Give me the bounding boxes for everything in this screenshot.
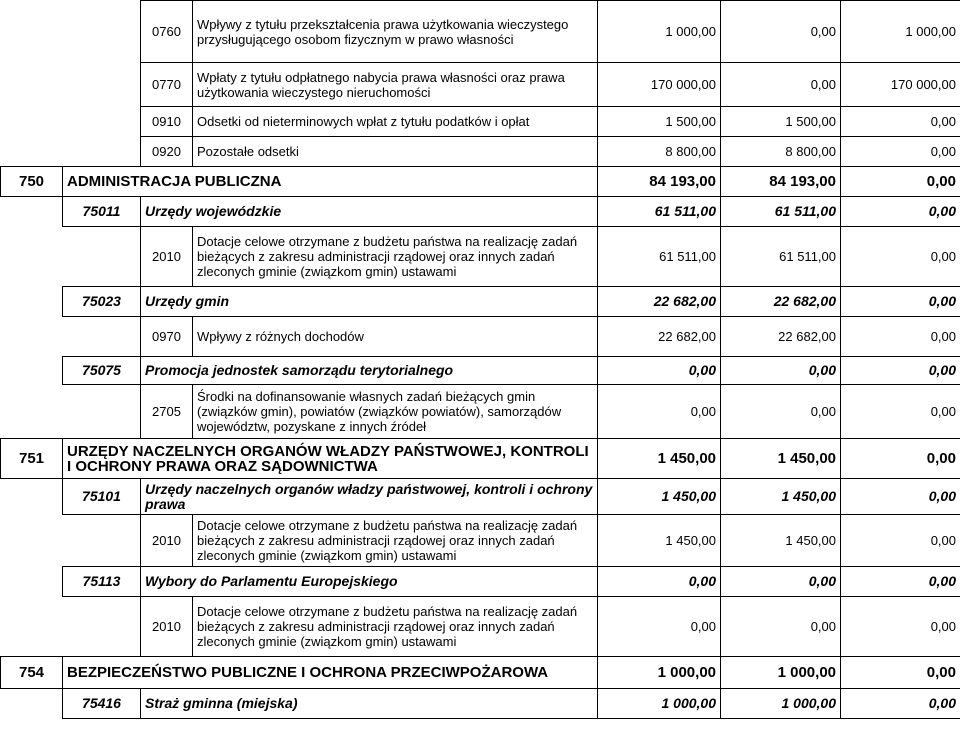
item-name: Dotacje celowe otrzymane z budżetu państwa na realizację zadań bieżących z zakresu administracji rządowej oraz innych zadań zleconych gminie (związkom gmin) ustawami — [193, 227, 598, 287]
plan-value: 1 500,00 — [598, 107, 721, 137]
plan-value: 61 511,00 — [598, 227, 721, 287]
item-name: Dotacje celowe otrzymane z budżetu państwa na realizację zadań bieżących z zakresu administracji rządowej oraz innych zadań zleconych gminie (związkom gmin) ustawami — [193, 597, 598, 657]
table-row — [1, 107, 960, 137]
table-row — [1, 357, 960, 385]
change-value: 1 000,00 — [721, 689, 841, 719]
after-change-value: 0,00 — [841, 227, 960, 287]
after-change-value: 0,00 — [841, 137, 960, 167]
plan-value: 1 450,00 — [598, 439, 721, 479]
dzial-cell — [1, 515, 63, 567]
after-change-value: 170 000,00 — [841, 63, 960, 107]
item-name: Wpłaty z tytułu odpłatnego nabycia prawa własności oraz prawa użytkowania wieczystego nieruchomości — [193, 63, 598, 107]
item-name: Odsetki od nieterminowych wpłat z tytułu podatków i opłat — [193, 107, 598, 137]
table-row — [1, 287, 960, 317]
plan-value: 1 450,00 — [598, 515, 721, 567]
rozdzial-name: Urzędy gmin — [141, 287, 598, 317]
plan-value: 1 000,00 — [598, 1, 721, 63]
rozdzial-code: 75075 — [63, 357, 141, 385]
plan-value: 1 000,00 — [598, 657, 721, 689]
rozdzial-name: Promocja jednostek samorządu terytorialnego — [141, 357, 598, 385]
after-change-value: 0,00 — [841, 317, 960, 357]
table-row — [1, 515, 960, 567]
rozdzial-cell — [63, 107, 141, 137]
dzial-cell — [1, 385, 63, 439]
after-change-value: 0,00 — [841, 567, 960, 597]
table-row — [1, 689, 960, 719]
rozdzial-cell — [63, 317, 141, 357]
plan-value: 0,00 — [598, 385, 721, 439]
after-change-value: 0,00 — [841, 439, 960, 479]
after-change-value: 0,00 — [841, 597, 960, 657]
plan-value: 22 682,00 — [598, 317, 721, 357]
table-row — [1, 479, 960, 515]
item-name: Pozostałe odsetki — [193, 137, 598, 167]
rozdzial-cell — [63, 515, 141, 567]
rozdzial-code: 75101 — [63, 479, 141, 515]
plan-value: 0,00 — [598, 597, 721, 657]
dzial-cell — [1, 63, 63, 107]
plan-value: 1 450,00 — [598, 479, 721, 515]
paragraf-code: 0920 — [141, 137, 193, 167]
change-value: 1 450,00 — [721, 479, 841, 515]
dzial-code: 750 — [1, 167, 63, 197]
table-row — [1, 317, 960, 357]
change-value: 0,00 — [721, 1, 841, 63]
paragraf-code: 2010 — [141, 597, 193, 657]
dzial-name: BEZPIECZEŃSTWO PUBLICZNE I OCHRONA PRZECIWPOŻAROWA — [63, 657, 598, 689]
table-row — [1, 657, 960, 689]
item-name: Środki na dofinansowanie własnych zadań bieżących gmin (związków gmin), powiatów (związków powiatów), samorządów województw, pozyskane z innych źródeł — [193, 385, 598, 439]
item-name: Dotacje celowe otrzymane z budżetu państwa na realizację zadań bieżących z zakresu administracji rządowej oraz innych zadań zleconych gminie (związkom gmin) ustawami — [193, 515, 598, 567]
dzial-cell — [1, 227, 63, 287]
after-change-value: 0,00 — [841, 357, 960, 385]
dzial-cell — [1, 137, 63, 167]
rozdzial-name: Urzędy wojewódzkie — [141, 197, 598, 227]
rozdzial-cell — [63, 1, 141, 63]
dzial-code: 754 — [1, 657, 63, 689]
table-row — [1, 1, 960, 63]
rozdzial-name: Urzędy naczelnych organów władzy państwowej, kontroli i ochrony prawa — [141, 479, 598, 515]
plan-value: 8 800,00 — [598, 137, 721, 167]
plan-value: 22 682,00 — [598, 287, 721, 317]
after-change-value: 0,00 — [841, 167, 960, 197]
dzial-cell — [1, 197, 63, 227]
rozdzial-cell — [63, 227, 141, 287]
table-row — [1, 167, 960, 197]
rozdzial-cell — [63, 597, 141, 657]
after-change-value: 0,00 — [841, 197, 960, 227]
change-value: 8 800,00 — [721, 137, 841, 167]
rozdzial-name: Straż gminna (miejska) — [141, 689, 598, 719]
plan-value: 170 000,00 — [598, 63, 721, 107]
paragraf-code: 2010 — [141, 515, 193, 567]
item-name: Wpływy z różnych dochodów — [193, 317, 598, 357]
rozdzial-cell — [63, 385, 141, 439]
table-row — [1, 63, 960, 107]
rozdzial-code: 75011 — [63, 197, 141, 227]
after-change-value: 0,00 — [841, 689, 960, 719]
change-value: 1 450,00 — [721, 439, 841, 479]
after-change-value: 0,00 — [841, 385, 960, 439]
change-value: 0,00 — [721, 567, 841, 597]
after-change-value: 0,00 — [841, 287, 960, 317]
rozdzial-cell — [63, 63, 141, 107]
table-row — [1, 567, 960, 597]
table-row — [1, 227, 960, 287]
paragraf-code: 0910 — [141, 107, 193, 137]
after-change-value: 1 000,00 — [841, 1, 960, 63]
dzial-cell — [1, 317, 63, 357]
item-name: Wpływy z tytułu przekształcenia prawa użytkowania wieczystego przysługującego osobom fizycznym w prawo własności — [193, 1, 598, 63]
plan-value: 61 511,00 — [598, 197, 721, 227]
plan-value: 0,00 — [598, 567, 721, 597]
plan-value: 1 000,00 — [598, 689, 721, 719]
change-value: 1 500,00 — [721, 107, 841, 137]
dzial-cell — [1, 357, 63, 385]
dzial-cell — [1, 567, 63, 597]
table-row — [1, 137, 960, 167]
change-value: 61 511,00 — [721, 227, 841, 287]
after-change-value: 0,00 — [841, 515, 960, 567]
change-value: 0,00 — [721, 63, 841, 107]
dzial-cell — [1, 689, 63, 719]
rozdzial-name: Wybory do Parlamentu Europejskiego — [141, 567, 598, 597]
dzial-cell — [1, 1, 63, 63]
change-value: 0,00 — [721, 385, 841, 439]
dzial-cell — [1, 107, 63, 137]
rozdzial-code: 75023 — [63, 287, 141, 317]
dzial-cell — [1, 597, 63, 657]
rozdzial-cell — [63, 137, 141, 167]
change-value: 22 682,00 — [721, 317, 841, 357]
after-change-value: 0,00 — [841, 107, 960, 137]
change-value: 1 450,00 — [721, 515, 841, 567]
dzial-cell — [1, 479, 63, 515]
table-row — [1, 385, 960, 439]
rozdzial-code: 75416 — [63, 689, 141, 719]
change-value: 0,00 — [721, 357, 841, 385]
paragraf-code: 0760 — [141, 1, 193, 63]
change-value: 84 193,00 — [721, 167, 841, 197]
after-change-value: 0,00 — [841, 657, 960, 689]
dzial-code: 751 — [1, 439, 63, 479]
paragraf-code: 2010 — [141, 227, 193, 287]
dzial-name: URZĘDY NACZELNYCH ORGANÓW WŁADZY PAŃSTWOWEJ, KONTROLI I OCHRONY PRAWA ORAZ SĄDOWNICTWA — [63, 439, 598, 479]
paragraf-code: 2705 — [141, 385, 193, 439]
change-value: 61 511,00 — [721, 197, 841, 227]
table-row — [1, 197, 960, 227]
change-value: 1 000,00 — [721, 657, 841, 689]
table-row — [1, 439, 960, 479]
paragraf-code: 0970 — [141, 317, 193, 357]
change-value: 0,00 — [721, 597, 841, 657]
change-value: 22 682,00 — [721, 287, 841, 317]
dzial-name: ADMINISTRACJA PUBLICZNA — [63, 167, 598, 197]
after-change-value: 0,00 — [841, 479, 960, 515]
table-row — [1, 597, 960, 657]
plan-value: 84 193,00 — [598, 167, 721, 197]
paragraf-code: 0770 — [141, 63, 193, 107]
dzial-cell — [1, 287, 63, 317]
plan-value: 0,00 — [598, 357, 721, 385]
rozdzial-code: 75113 — [63, 567, 141, 597]
